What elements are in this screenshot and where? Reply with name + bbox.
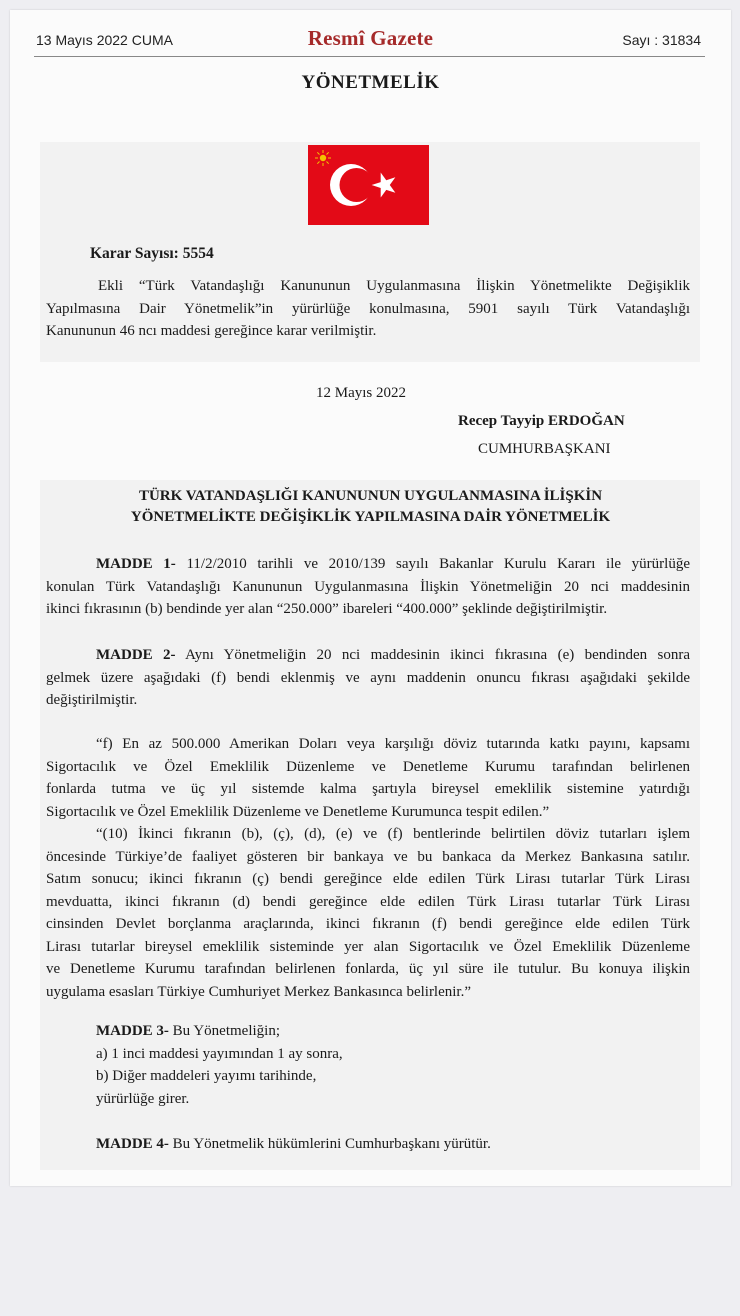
decree-number: Karar Sayısı: 5554 [90,245,214,262]
turkish-flag-icon [308,145,429,225]
header-divider [34,56,705,57]
quote-f [46,733,690,823]
header-date: 13 Mayıs 2022 CUMA [36,32,173,48]
issue-number: Sayı : 31834 [622,32,701,48]
decree-line: Yapılmasına Dair Yönetmelik”in yürürlüğe konulmasına, 5901 sayılı Türk Vatandaşlığı [46,300,690,317]
quote-line: cinsinden Devlet borçlanma araçlarında, ikinci fıkranın (f) bendi gereğince elde edilen Türk [46,916,690,932]
quote-line: Sigortacılık ve Özel Emeklilik Düzenleme ve Denetleme Kurumunca tespit edilen.” [46,803,550,820]
regulation-title-line: YÖNETMELİKTE DEĞİŞİKLİK YAPILMASINA DAİR YÖNETMELİK [130,509,611,525]
gazette-title: Resmî Gazete [307,26,434,50]
quote-line: mevduatta, ikinci fıkranın (d) bendi gereğince elde edilen Türk Lirası tutarlar Türk Lirası [46,893,690,910]
decree-body [46,275,690,343]
decree-line: Kanununun 46 ncı maddesi gereğince karar verilmiştir. [46,323,377,339]
presidential-seal-icon [315,150,331,166]
article-1-label: MADDE 1- [96,556,176,572]
article-line: Aynı Yönetmeliğin 20 nci maddesinin ikinci fıkrasına (e) bendinden sonra [175,647,691,663]
regulation-title [10,486,731,528]
article-2-label: MADDE 2- [96,647,176,663]
article-line: konulan Türk Vatandaşlığı Kanununun Uygulanmasına İlişkin Yönetmeliğin 20 nci maddesinin [46,578,690,595]
article-2 [46,644,690,712]
article-1 [46,553,690,621]
quote-line: Lirası tutarlar bireysel emeklilik sisteminde yer alan Sigortacılık ve Özel Emeklilik Düzenleme [46,938,690,955]
quote-line: uygulama esasları Türkiye Cumhuriyet Merkez Bankasınca belirlenir.” [46,983,472,1000]
quote-10 [46,823,690,1003]
quote-line: “f) En az 500.000 Amerikan Doları veya karşılığı döviz tutarında katkı payını, kapsamı [96,736,690,752]
regulation-title-line: TÜRK VATANDAŞLIĞI KANUNUNUN UYGULANMASINA İLİŞKİN [138,488,603,504]
article-3 [96,1020,696,1110]
article-3-item: b) Diğer maddeleri yayımı tarihinde, [96,1068,317,1084]
article-line: ikinci fıkrasının (b) bendinde yer alan “250.000” ibareleri “400.000” şeklinde değiştirilmiştir. [46,601,608,617]
article-line: 11/2/2010 tarihli ve 2010/139 sayılı Bakanlar Kurulu Kararı ile yürürlüğe [175,556,690,572]
signer-title: CUMHURBAŞKANI [478,441,611,457]
article-3-label: MADDE 3- [96,1023,169,1039]
article-3-item: yürürlüğe girer. [96,1090,190,1107]
signer-name: Recep Tayyip ERDOĞAN [458,413,625,429]
quote-line: Sigortacılık ve Özel Emeklilik Düzenleme ve Denetleme Kurumu tarafından belirlenen [46,758,690,775]
quote-line: ve Denetleme Kurumu tarafından belirlenen fonlarda, üç yıl süre ile tutulur. Bu konuya ilişkin [46,961,690,977]
quote-line: “(10) İkinci fıkranın (b), (ç), (d), (e) ve (f) bentlerinde belirtilen döviz tutarları işlem [96,826,690,842]
article-3-item: a) 1 inci maddesi yayımından 1 ay sonra, [96,1045,343,1062]
article-3-text: Bu Yönetmeliğin; [168,1023,281,1039]
decree-date: 12 Mayıs 2022 [316,385,406,401]
article-line: gelmek üzere aşağıdaki (f) bendi eklenmiş ve aynı maddenin onuncu fıkrası aşağıdaki şekilde [46,669,690,686]
article-line: değiştirilmiştir. [46,692,138,708]
quote-line: fonlarda tutma ve üç yıl sistemde kalma şartıyla bireysel emeklilik sistemine yatırdığı [46,781,690,797]
gazette-page [10,10,731,1186]
article-4-label: MADDE 4- [96,1136,169,1152]
article-4 [96,1133,696,1156]
decree-line: Ekli “Türk Vatandaşlığı Kanununun Uygulanmasına İlişkin Yönetmelikte Değişiklik [98,278,690,294]
article-4-text: Bu Yönetmelik hükümlerini Cumhurbaşkanı yürütür. [168,1136,491,1152]
quote-line: öncesinde Türkiye’de faaliyet gösteren bir bankaya ve bu bankaca da Merkez Bankasına satılır. [46,848,690,865]
section-title: YÖNETMELİK [301,72,440,93]
quote-line: Satım sonucu; ikinci fıkranın (ç) bendi gereğince elde edilen Türk Lirası tutarlar Türk Lirası [46,871,690,887]
